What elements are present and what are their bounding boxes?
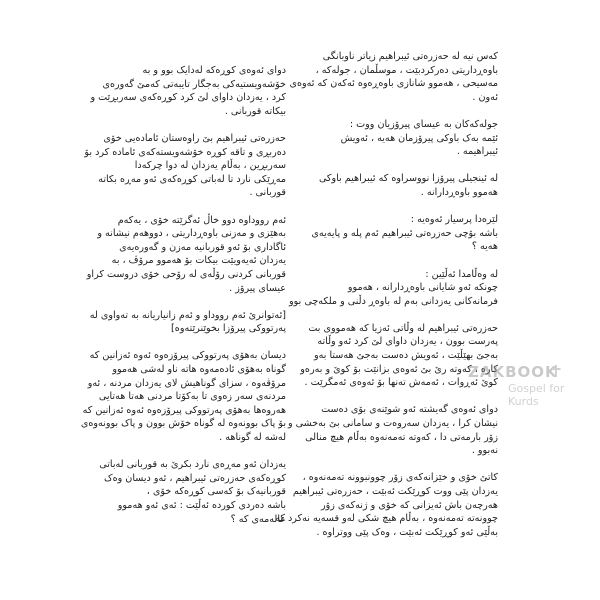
- text-line: لە ئینجیلی پیرۆزا نووسراوە کە ئیبراهیم باوکی: [318, 173, 498, 185]
- text-line: باوەڕداریتی دەرکردبێت ، موسڵمان ، جولەکە ،: [315, 64, 498, 76]
- text-line: کوڕەکەی حەزرەتی ئیبراهیم ، ئەو دیسان وەک: [104, 472, 286, 484]
- zakbook-watermark: [468, 363, 580, 408]
- text-line: جولەکەکان بە عیسای پیرۆزیان ووت :: [349, 118, 498, 130]
- text-line: مردنەی سەر زەوی تا بەکۆتا مردنی هەتا هەتایی: [98, 391, 286, 403]
- text-line: ئاگاداری بۆ ئەو قوربانیە مەزن و گەورەیەی: [119, 241, 286, 253]
- paragraph: [86, 458, 286, 526]
- text-line: کوێ ئەڕوات ، ئەمەش تەنها بۆ ئەوەی ئەمگرێت .: [304, 377, 498, 389]
- text-line: هەیە ؟: [471, 241, 498, 253]
- text-line: دوای ئەوەی گەیشتە ئەو شوێنەی بۆی دەست: [321, 404, 498, 416]
- text-line: مەسیحی ، هەموو شانازی باوەڕەوە ئەکەن کە ئەوەی: [289, 78, 498, 90]
- text-line: کاتێ خۆی و خێزانەکەی زۆر چوونبوونە تەمەنەوە ،: [302, 472, 498, 484]
- paragraph: [278, 118, 498, 159]
- text-line: قوربانی کردنی رۆڵەی لە رۆحی خۆی دروست کراو: [86, 268, 286, 280]
- text-line: خۆشەویستیەکی بەجگار تایبەتی کەمێ گەورەی: [102, 78, 286, 90]
- text-line: چوونەتە تەمەنەوە ، بەڵام هیچ شکی لەو قسەیە نەکرد کە: [275, 513, 498, 525]
- left-page-text: [80, 64, 286, 540]
- text-line: هەروەها بەهۆی پەرتووکی پیرۆزەوە ئەوە ئەزانین کە: [82, 404, 286, 416]
- text-line: یەزدان ئەیەویێت بیکات بۆ هەموو مرۆڤ ، بە: [111, 255, 286, 267]
- text-line: [ئەتوانرێ ئەم رووداو و ئەم زانیاریانە بە تەواوی لە: [89, 309, 286, 321]
- text-line: قوربانی .: [249, 187, 286, 199]
- paragraph: [278, 172, 498, 199]
- right-page-text: [275, 50, 498, 553]
- paragraph: [278, 268, 498, 309]
- paragraph: [275, 471, 498, 539]
- text-line: پەرست بوون ، یەزدان داوای لێ کرد ئەو وڵاتە: [317, 336, 498, 348]
- text-line: دوای ئەوەی کوڕەکە لەدایک بوو و بە: [142, 65, 286, 76]
- text-line: لەشە لە گوناهە .: [219, 432, 286, 444]
- text-line: قوربانیەک بۆ کەسی کوڕەکە خۆی ،: [146, 486, 286, 498]
- text-line: ئیبراهیمە .: [456, 146, 498, 158]
- text-line: پەرتووکی پیرۆزا بخوێنرێتەوە]: [171, 323, 286, 335]
- text-line: کەس نیە لە حەزرەتی ئیبراهیم زیاتر ناوبانگی: [322, 51, 498, 62]
- text-line: کرد ، یەزدان داوای لێ کرد کوڕەکەی سەربڕێت و: [90, 92, 286, 104]
- paragraph: [86, 309, 286, 336]
- text-line: گوناه بەهۆی ئادەمەوە هاتە ناو لەشی هەموو: [112, 364, 286, 376]
- paragraph: [278, 213, 498, 254]
- paragraph: [80, 349, 286, 444]
- text-line: فرمانەکانی یەزدانی بەم لە باوەڕ دڵنی و ملکەچی بوو: [289, 295, 498, 307]
- text-line: بەجێ بهێڵێت ، ئەویش دەست بەجێ هەستا بەو: [313, 350, 498, 362]
- paragraph: [86, 64, 286, 118]
- watermark-subtitle: Gospel for Kurds: [508, 382, 565, 408]
- text-line: زۆر بارمەتی دا ، کەوتە تەمەنەوە بەڵام هیچ منالی: [305, 431, 498, 443]
- text-line: باشە بۆچی حەزرەتی ئیبراهیم ئەم پلە و پایەیەی: [311, 227, 498, 239]
- text-line: یەزدان ئەو مەڕەی نارد بکرێ بە قوربانی لەباتی: [99, 459, 286, 471]
- text-line: بیکاتە قوربانی .: [224, 105, 286, 117]
- paragraph: [86, 132, 286, 200]
- text-line: کارە ، کەوتە رێ بێ ئەوەی بزانێت بۆ کوێ و بەرەو: [300, 363, 498, 375]
- text-line: سەربڕین ، بەڵام یەزدان لە دوا چرکەدا: [134, 160, 286, 172]
- watermark-title: ZAKBOOK: [468, 363, 558, 381]
- cross-icon: [550, 365, 562, 377]
- text-line: عالەمەی کە ؟: [230, 513, 286, 525]
- paragraph: [278, 403, 498, 457]
- text-line: ئەم رووداوە دوو خاڵ ئەگرێتە خۆی ، یەکەم: [117, 214, 286, 226]
- right-page: [275, 0, 600, 600]
- text-line: دەربڕی و تاقە کوڕە خۆشەویستەکەی ئامادە کرد بۆ: [84, 146, 286, 158]
- text-line: هەموو باوەڕدارانە .: [420, 186, 498, 198]
- text-line: بەڵێی ئەو کوڕێکت ئەبێت ، وەک پێی ووتراوە .: [316, 526, 498, 538]
- text-line: بۆ پاک بوونەوە لە گوناه خۆش بوون و پاک بوونەوەی: [80, 418, 286, 430]
- text-line: ئێمە بەک باوکی پیرۆزمان هەیە ، ئەویش: [340, 132, 498, 144]
- text-line: هەرچەن باش ئەیزانی کە خۆی و ژنەکەی زۆر: [320, 499, 498, 511]
- paragraph: [278, 50, 498, 104]
- text-line: باشە دەردی کوردە ئەڵێت : ئەی ئەو هەموو: [117, 500, 286, 511]
- text-line: یەزدان پێی ووت کوڕێکت ئەبێت ، حەزرەتی ئیبراهیم: [292, 486, 498, 497]
- text-line: دیسان بەهۆی پەرتووکی پیرۆزەوە ئەوە ئەزانین کە: [89, 350, 286, 362]
- text-line: عیسای پیرۆز .: [229, 282, 286, 294]
- text-line: نیشان کرا ، یەزدان سەروەت و سامانی بێ بەخشی و: [287, 418, 498, 430]
- text-line: لێرەدا پرسیار ئەوەیە :: [410, 214, 498, 226]
- text-line: نەبوو .: [471, 445, 498, 457]
- text-line: بەهێزی و مەزنی باوەڕداریتی ، دووهەم نیشانە و: [97, 228, 286, 240]
- paragraph: [86, 214, 286, 296]
- text-line: مرۆڤەوە ، سزای گوناهیش لای یەزدان مردنە ، ئەو: [87, 377, 286, 389]
- paragraph: [278, 322, 498, 390]
- text-line: حەزرەتی ئیبراهیم بێ راوەستان ئامادەیی خۆی: [103, 132, 286, 144]
- text-line: چونکە ئەو شایانی باوەڕدارانە ، هەموو: [347, 282, 498, 294]
- text-line: لە وەڵامدا ئەڵێین :: [425, 268, 498, 280]
- text-line: ئەون .: [472, 91, 498, 103]
- text-line: حەزرەتی ئیبراهیم لە وڵاتی ئەزیا کە هەمووی بت: [308, 322, 498, 334]
- text-line: مەڕێکی نارد تا لەباتی کوڕەکەی ئەو مەڕە بکاتە: [98, 173, 286, 185]
